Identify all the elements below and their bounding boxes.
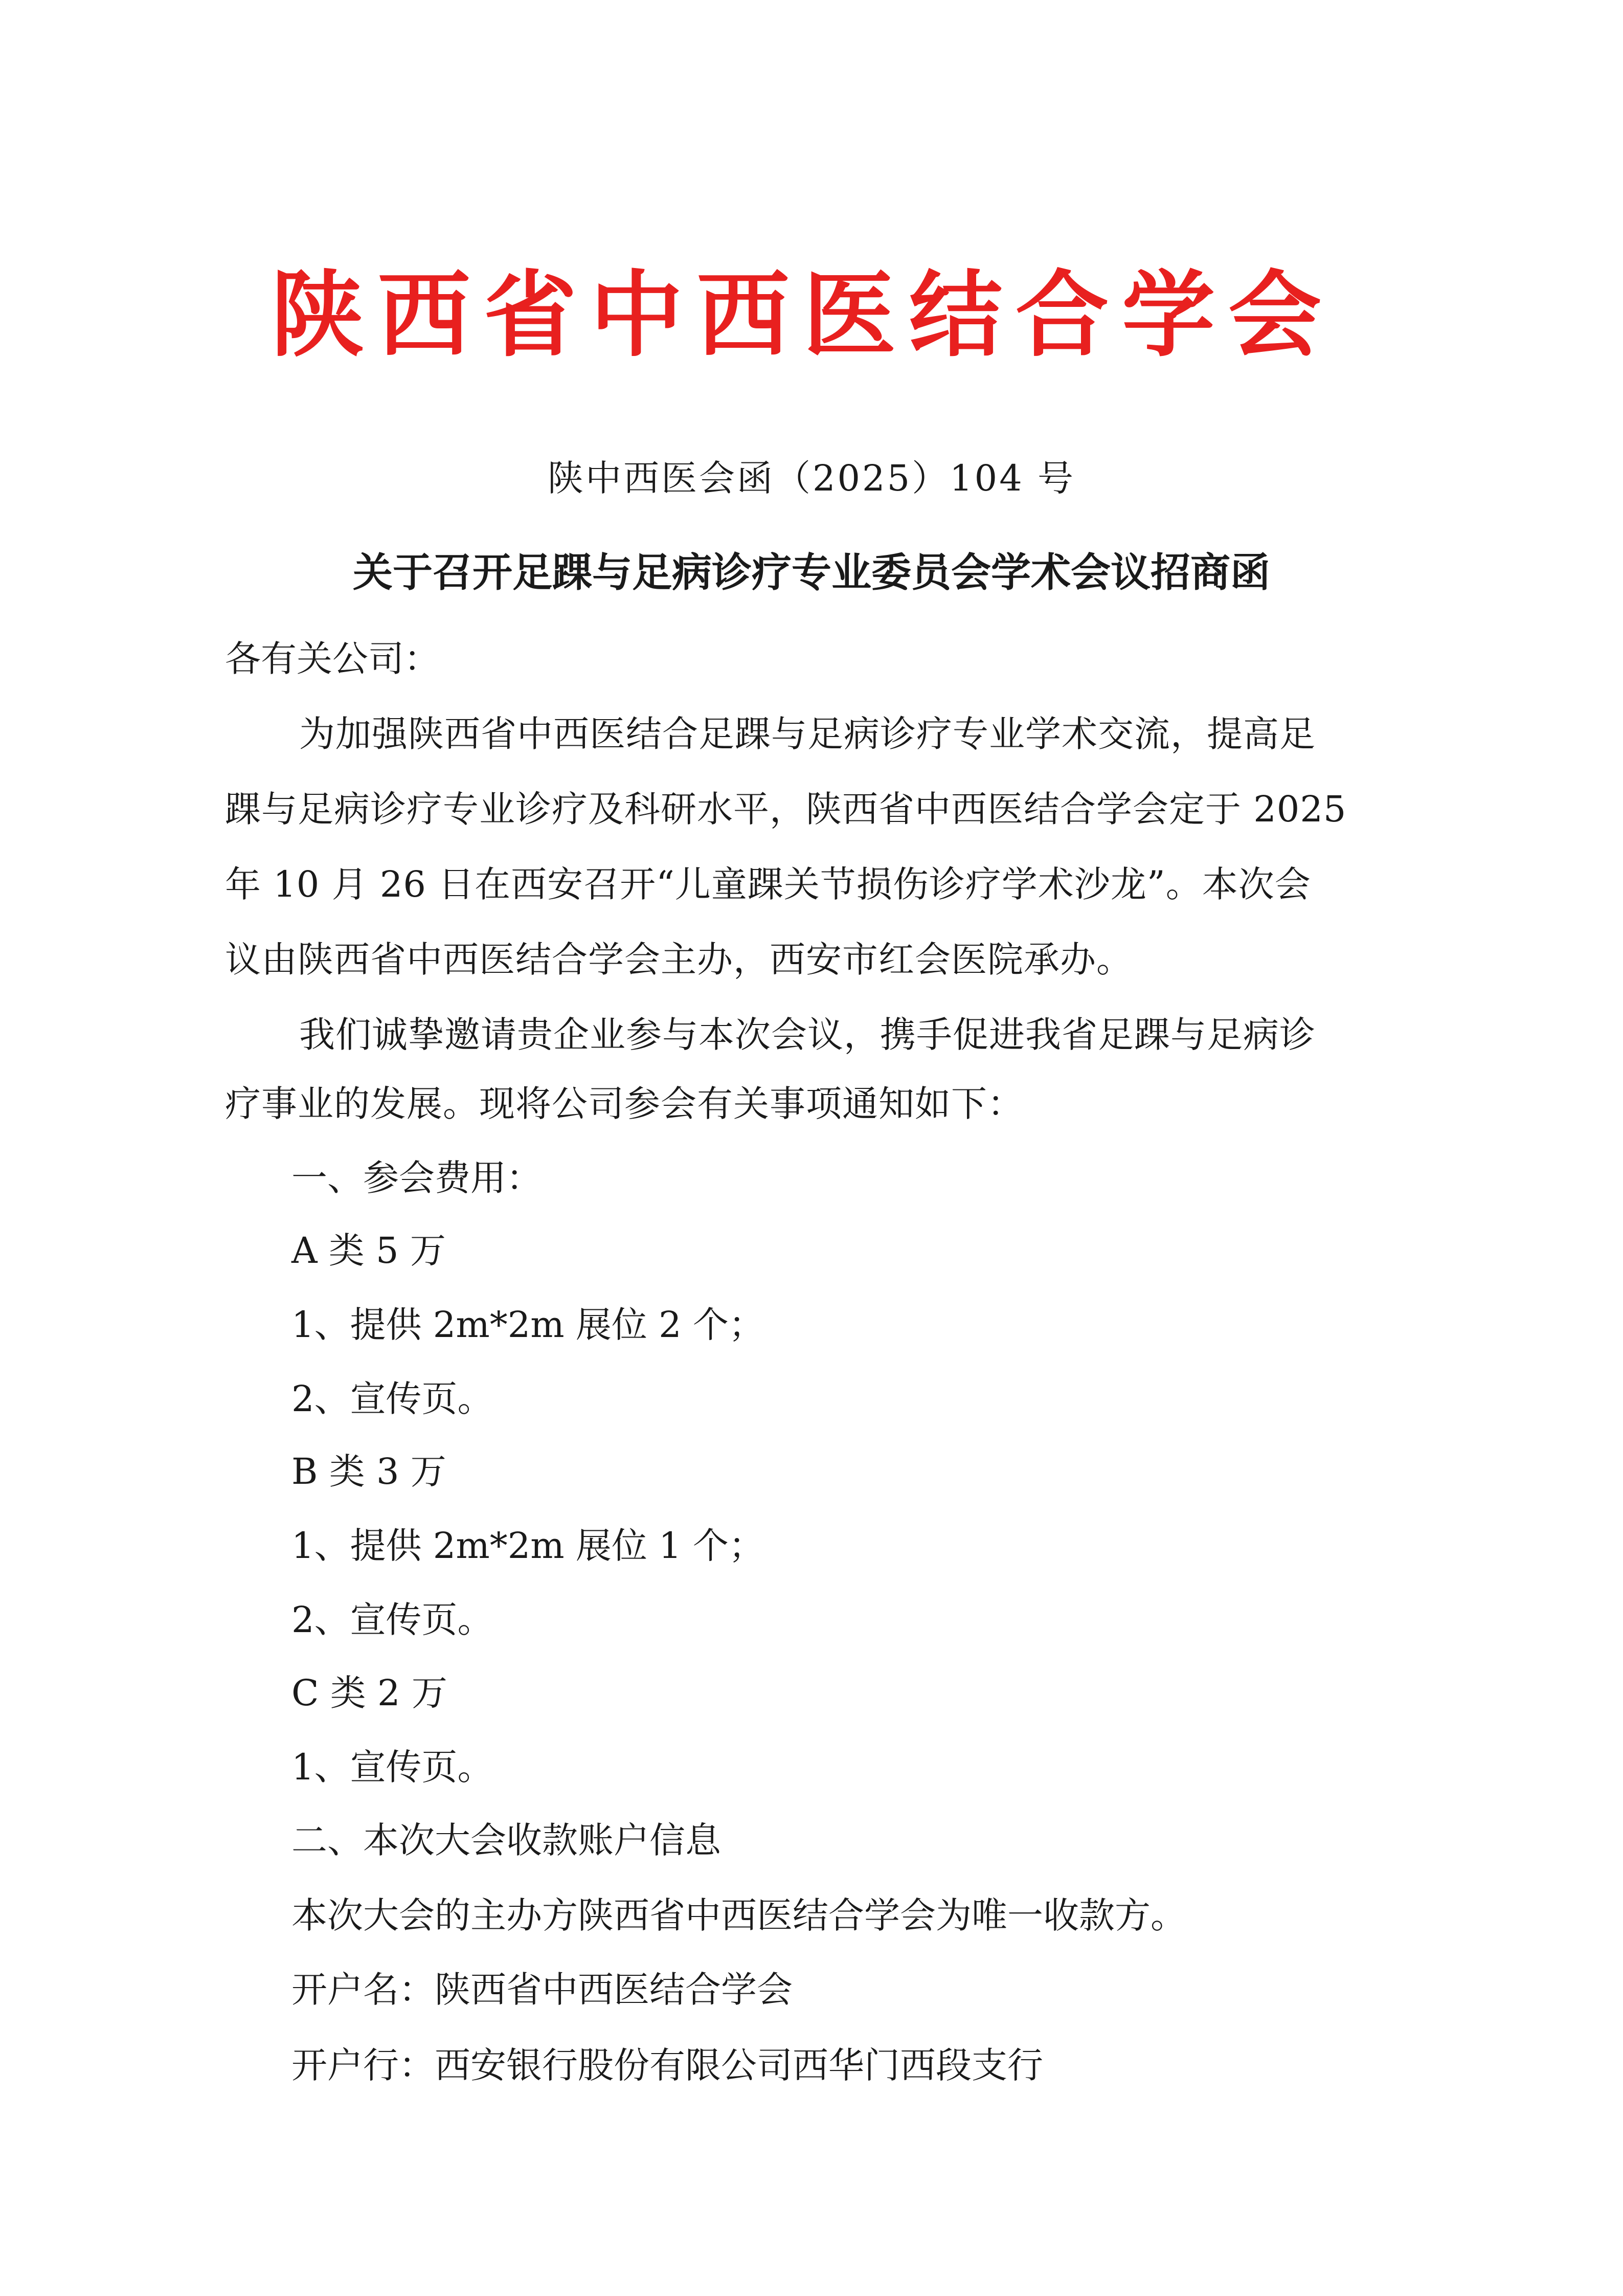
tier-c-item-1: 1、宣传页。 bbox=[291, 1746, 493, 1788]
tier-a-item-2: 2、宣传页。 bbox=[291, 1378, 493, 1420]
organization-masthead: 陕西省中西医结合学会 bbox=[271, 260, 1335, 369]
tier-a-item-1: 1、提供 2m*2m 展位 2 个； bbox=[291, 1304, 764, 1346]
document-number: 陕中西医会函（2025）104 号 bbox=[547, 457, 1075, 499]
tier-c-label: C 类 2 万 bbox=[291, 1672, 447, 1714]
paragraph-1-line-1: 为加强陕西省中西医结合足踝与足病诊疗专业学术交流，提高足 bbox=[299, 713, 1316, 755]
paragraph-2-line-2: 疗事业的发展。现将公司参会有关事项通知如下： bbox=[225, 1083, 1024, 1125]
tier-b-item-1: 1、提供 2m*2m 展位 1 个； bbox=[291, 1525, 764, 1567]
paragraph-1-line-4: 议由陕西省中西医结合学会主办，西安市红会医院承办。 bbox=[225, 939, 1133, 980]
account-name: 开户名：陕西省中西医结合学会 bbox=[291, 1969, 793, 2011]
payee-note: 本次大会的主办方陕西省中西医结合学会为唯一收款方。 bbox=[291, 1894, 1186, 1936]
salutation: 各有关公司： bbox=[225, 638, 440, 680]
paragraph-1-line-3: 年 10 月 26 日在西安召开“儿童踝关节损伤诊疗学术沙龙”。本次会 bbox=[225, 863, 1311, 905]
bank-name: 开户行：西安银行股份有限公司西华门西段支行 bbox=[291, 2044, 1043, 2086]
section-2-heading: 二、本次大会收款账户信息 bbox=[291, 1819, 721, 1861]
paragraph-1-line-2: 踝与足病诊疗专业诊疗及科研水平，陕西省中西医结合学会定于 2025 bbox=[225, 788, 1347, 830]
paragraph-2-line-1: 我们诚挚邀请贵企业参与本次会议，携手促进我省足踝与足病诊 bbox=[299, 1014, 1316, 1056]
section-1-heading: 一、参会费用： bbox=[291, 1157, 542, 1199]
tier-a-label: A 类 5 万 bbox=[291, 1230, 446, 1272]
document-title: 关于召开足踝与足病诊疗专业委员会学术会议招商函 bbox=[352, 549, 1270, 596]
tier-b-label: B 类 3 万 bbox=[291, 1451, 446, 1492]
tier-b-item-2: 2、宣传页。 bbox=[291, 1599, 493, 1641]
